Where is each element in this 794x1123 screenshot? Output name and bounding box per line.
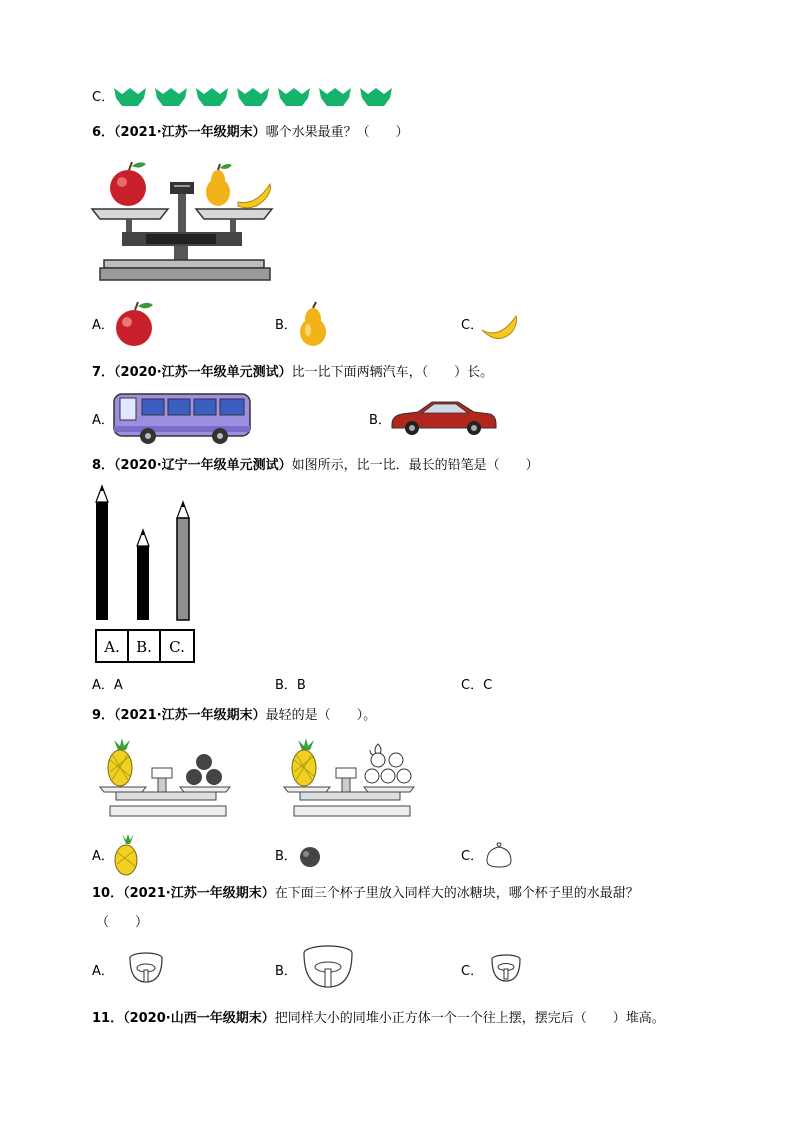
- pencil-c-icon: [177, 502, 189, 620]
- pencil-b-icon: [137, 530, 149, 620]
- q10-option-c[interactable]: [461, 963, 483, 981]
- q10-stem: 在下面三个杯子里放入同样大的冰糖块，哪个杯子里的水最甜？: [274, 886, 639, 901]
- q9-option-b[interactable]: [275, 848, 297, 866]
- q9-option-b-label: B．: [275, 849, 297, 864]
- leaf-row-icon: [112, 84, 402, 108]
- apples-group-icon: [186, 754, 222, 785]
- q8-pencils-figure: [92, 486, 202, 666]
- q8-option-c[interactable]: C．C: [461, 678, 493, 693]
- q9-option-a[interactable]: [92, 848, 114, 866]
- q7-stem: 比一比下面两辆汽车，（ ）长。: [291, 365, 494, 380]
- banana-icon: [238, 184, 271, 208]
- pencil-label-a: A.: [104, 638, 120, 656]
- q10-option-a[interactable]: [92, 963, 114, 981]
- pencil-label-b: B.: [136, 638, 152, 656]
- q10-number: 10．: [92, 886, 124, 901]
- q6-source: （2021·江苏一年级期末）: [114, 125, 266, 140]
- q8-source: （2020·辽宁一年级单元测试）: [114, 458, 292, 473]
- q8-option-b[interactable]: B．B: [275, 678, 306, 693]
- peaches-group-icon: [365, 744, 411, 783]
- q6-option-c-label: C．: [461, 318, 484, 333]
- q9-option-c-label: C．: [461, 849, 484, 864]
- pencil-a-icon: [96, 486, 108, 620]
- pineapple-icon: [112, 834, 140, 876]
- leaf-icon: [155, 88, 187, 106]
- leaf-icon: [319, 88, 351, 106]
- apple-icon: [298, 844, 322, 868]
- bus-icon: [110, 390, 255, 448]
- q9-stem: 最轻的是（ ）。: [265, 708, 377, 723]
- q10-stem-line2: （ ）: [96, 915, 149, 930]
- q9-source: （2021·江苏一年级期末）: [114, 708, 266, 723]
- q6-option-b-label: B．: [275, 318, 297, 333]
- q10-option-b-label: B．: [275, 964, 297, 979]
- cup-icon: [300, 943, 356, 993]
- q7-option-b-label: B．: [369, 413, 391, 428]
- q10-option-c-label: C．: [461, 964, 484, 979]
- pineapple-icon: [292, 738, 316, 786]
- q6-option-b[interactable]: [275, 317, 297, 335]
- q7-source: （2020·江苏一年级单元测试）: [114, 365, 292, 380]
- q10-option-a-label: A．: [92, 964, 114, 979]
- q5-option-c-label[interactable]: C．: [92, 90, 115, 105]
- pencil-label-c: C.: [169, 638, 185, 656]
- pear-icon: [206, 164, 232, 206]
- peach-icon: [484, 843, 514, 869]
- q8-question: [92, 457, 539, 475]
- q6-number: 6．: [92, 125, 115, 140]
- q6-balance-scale-figure: [90, 156, 280, 286]
- q9-scale-1-figure: [96, 740, 236, 820]
- q7-number: 7．: [92, 365, 115, 380]
- q6-stem: 哪个水果最重？（ ）: [265, 125, 409, 140]
- leaf-icon: [196, 88, 228, 106]
- q11-question: [92, 1010, 665, 1028]
- q10-question: [92, 885, 639, 903]
- q7-option-b[interactable]: [369, 412, 391, 430]
- pineapple-icon: [108, 738, 132, 786]
- apple-icon: [112, 300, 156, 350]
- q8-stem: 如图所示，比一比．最长的铅笔是（ ）: [291, 458, 539, 473]
- car-icon: [390, 400, 496, 436]
- q9-option-c[interactable]: [461, 848, 483, 866]
- q8-option-a[interactable]: A．A: [92, 678, 123, 693]
- leaf-icon: [114, 88, 146, 106]
- q6-option-a-label: A．: [92, 318, 114, 333]
- q9-scale-2-figure: [280, 740, 420, 820]
- banana-icon: [480, 312, 520, 342]
- pear-icon: [296, 302, 332, 348]
- apple-icon: [110, 162, 146, 206]
- q6-option-a[interactable]: [92, 317, 114, 335]
- cup-icon: [488, 952, 524, 986]
- q8-number: 8．: [92, 458, 115, 473]
- q11-number: 11．: [92, 1011, 124, 1026]
- q10-option-b[interactable]: [275, 963, 297, 981]
- q9-number: 9．: [92, 708, 115, 723]
- q11-source: （2020·山西一年级期末）: [123, 1011, 275, 1026]
- cup-icon: [126, 950, 166, 986]
- leaf-icon: [237, 88, 269, 106]
- q6-question: [92, 124, 409, 142]
- q9-question: [92, 707, 376, 725]
- leaf-icon: [278, 88, 310, 106]
- q11-stem: 把同样大小的同堆小正方体一个一个往上摆，摆完后（ ）堆高。: [274, 1011, 665, 1026]
- q7-question: [92, 364, 493, 382]
- q9-option-a-label: A．: [92, 849, 114, 864]
- leaf-icon: [360, 88, 392, 106]
- q7-option-a-label: A．: [92, 413, 114, 428]
- q10-source: （2021·江苏一年级期末）: [123, 886, 275, 901]
